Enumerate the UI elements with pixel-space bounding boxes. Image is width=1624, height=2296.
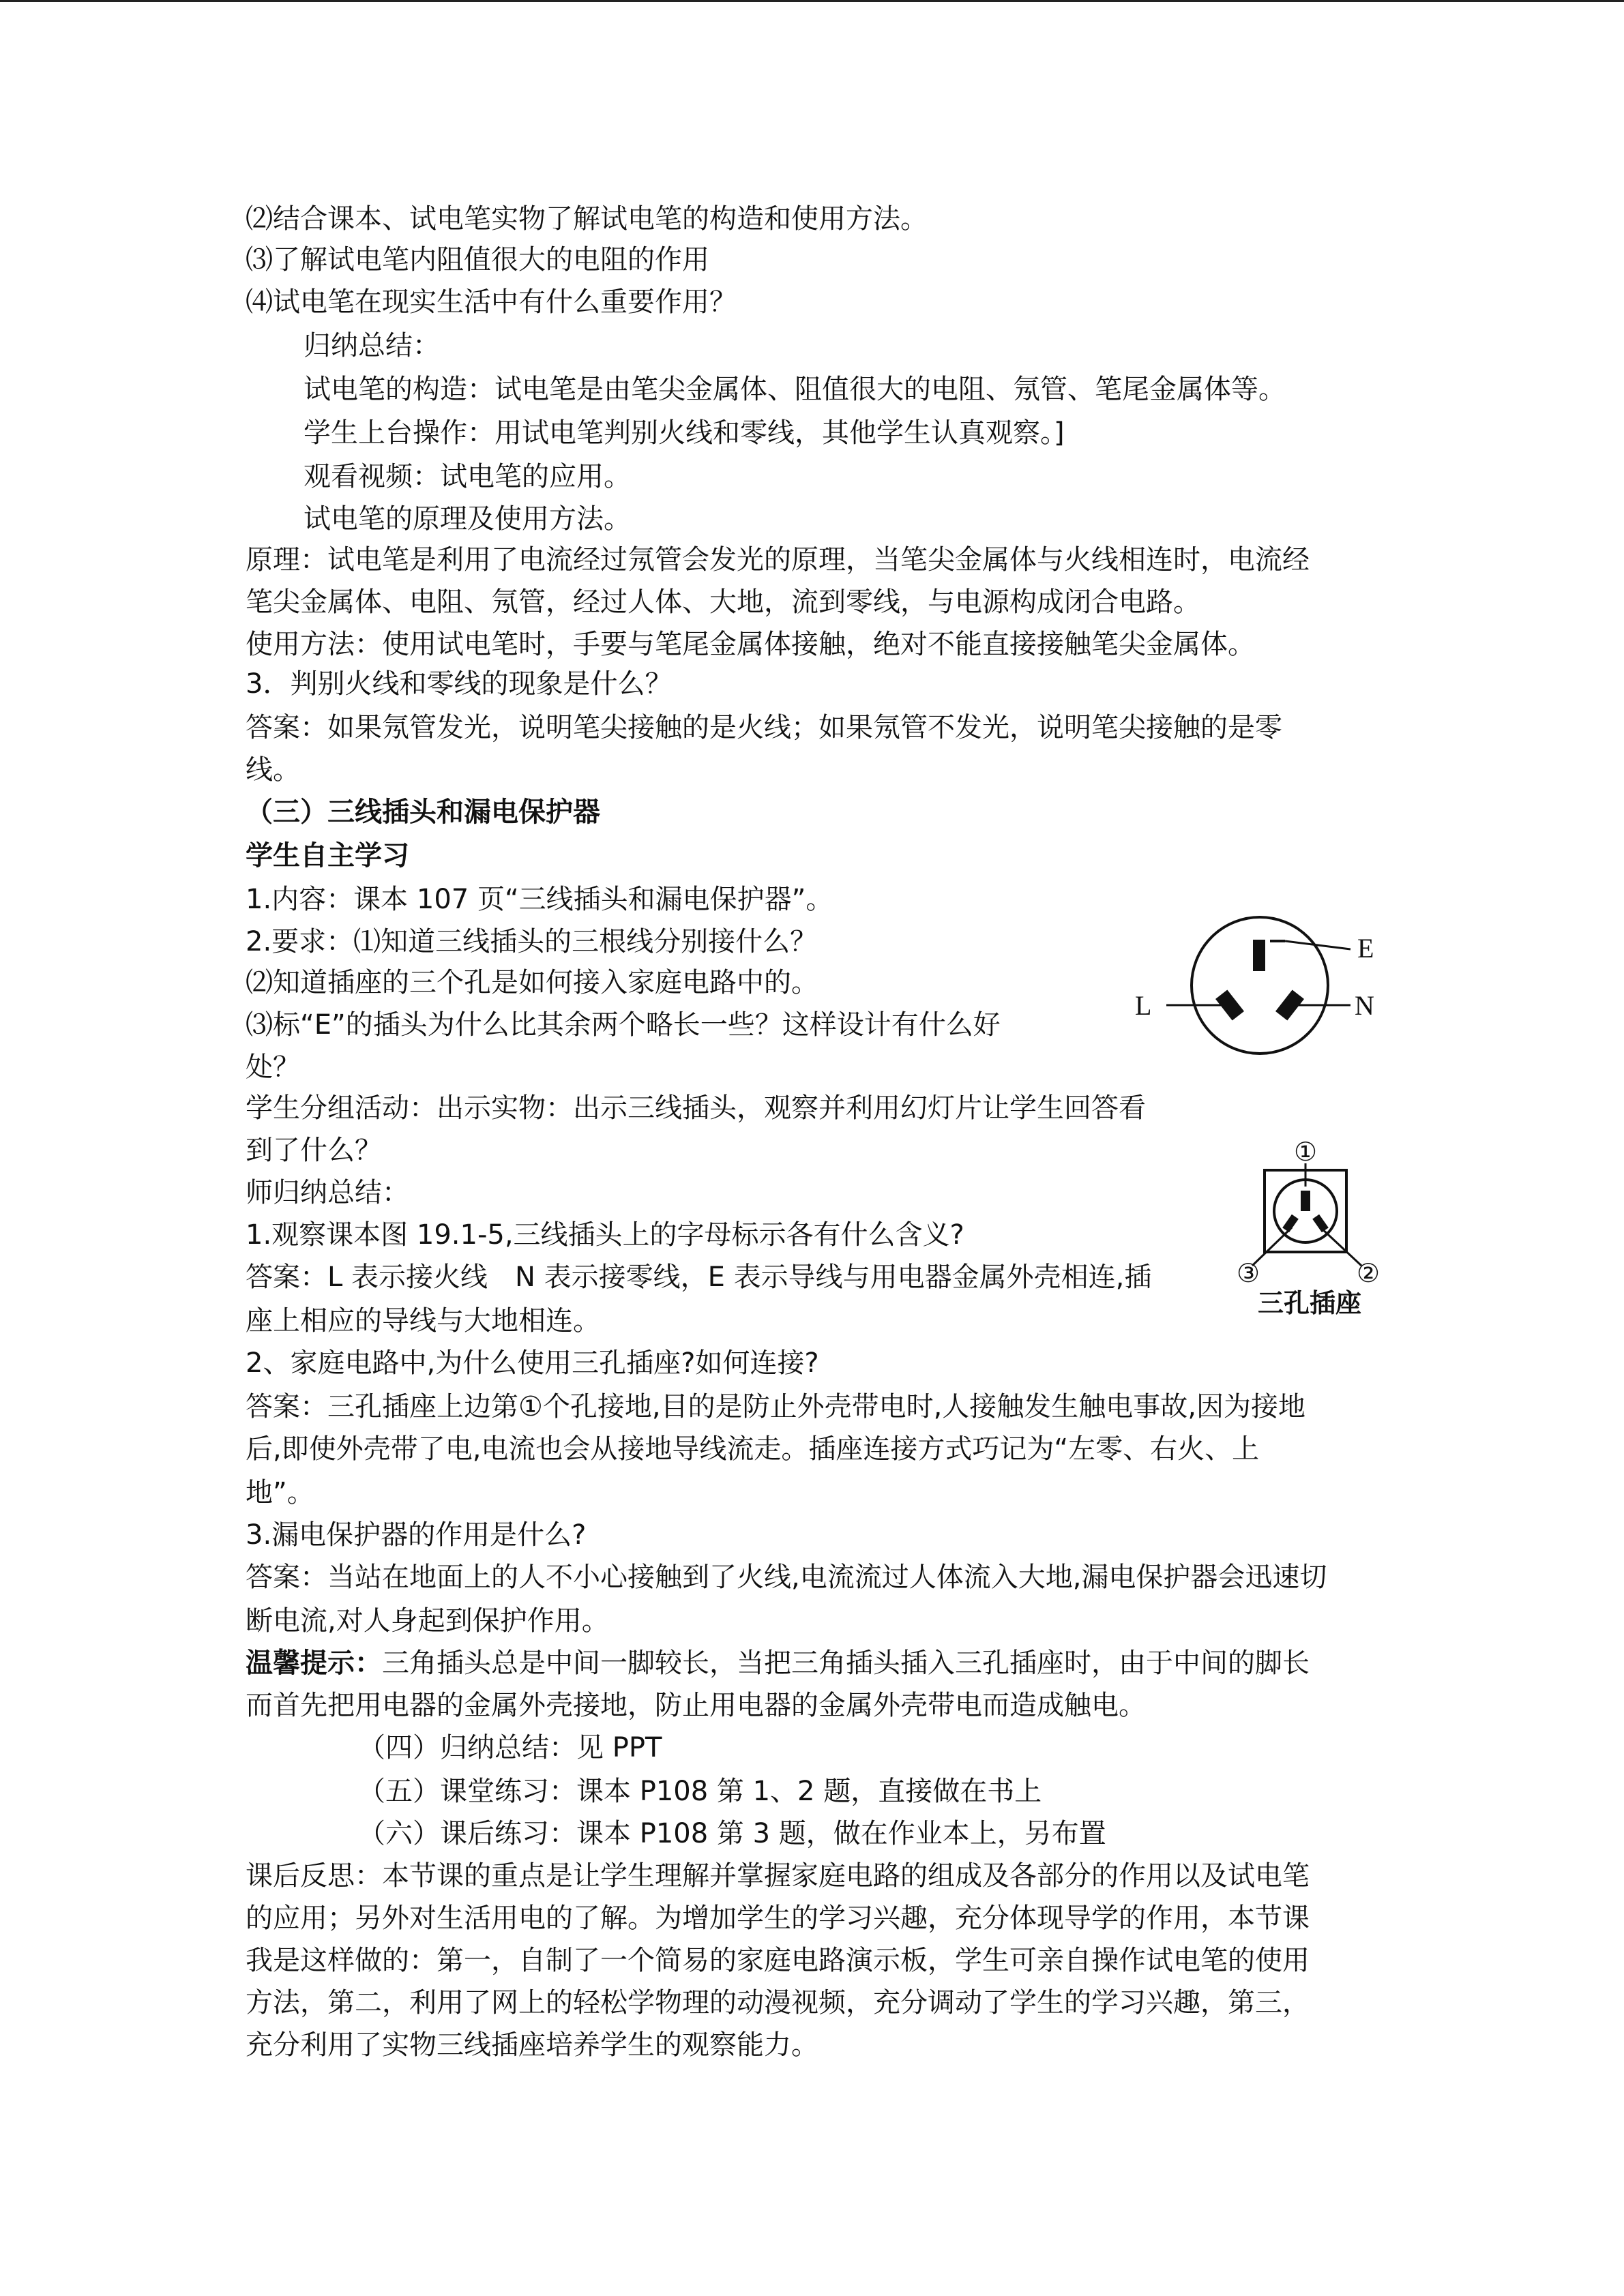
text-line: 归纳总结： xyxy=(304,330,440,361)
text-line: 而首先把用电器的金属外壳接地，防止用电器的金属外壳带电而造成触电。 xyxy=(246,1690,1146,1721)
plug-outline xyxy=(1192,917,1328,1054)
text-line: 答案：三孔插座上边第①个孔接地,目的是防止外壳带电时,人接触发生触电事故,因为接地 xyxy=(246,1391,1306,1422)
socket-label-2: ② xyxy=(1356,1258,1381,1288)
text-line: 答案：当站在地面上的人不小心接触到了火线,电流流过人体流入大地,漏电保护器会迅速切 xyxy=(246,1562,1327,1593)
text-line: 学生分组活动：出示实物：出示三线插头，观察并利用幻灯片让学生回答看 xyxy=(246,1092,1146,1124)
text-line: 试电笔的构造：试电笔是由笔尖金属体、阻值很大的电阻、氖管、笔尾金属体等。 xyxy=(304,374,1286,405)
three-hole-socket-figure xyxy=(1235,1132,1398,1323)
text-line: 方法，第二，利用了网上的轻松学物理的动漫视频，充分调动了学生的学习兴趣，第三， xyxy=(246,1987,1310,2018)
tip-label: 温馨提示： xyxy=(246,1648,382,1679)
text-line: 我是这样做的：第一，自制了一个简易的家庭电路演示板，学生可亲自操作试电笔的使用 xyxy=(246,1945,1310,1976)
three-pin-plug-figure xyxy=(1125,907,1398,1064)
text-line: 学生上台操作：用试电笔判别火线和零线，其他学生认真观察。] xyxy=(304,417,1065,449)
text-line: 3.漏电保护器的作用是什么? xyxy=(246,1519,587,1551)
text-line: （五）课堂练习：课本 P108 第 1、2 题，直接做在书上 xyxy=(358,1776,1042,1807)
text-line: 使用方法：使用试电笔时，手要与笔尾金属体接触，绝对不能直接接触笔尖金属体。 xyxy=(246,629,1255,660)
plug-label-e: E xyxy=(1357,933,1374,964)
text-line: 到了什么？ xyxy=(246,1135,382,1166)
plug-label-l: L xyxy=(1135,990,1152,1021)
socket-caption: 三孔插座 xyxy=(1257,1288,1362,1318)
text-line: 后,即使外壳带了电,电流也会从接地导线流走。插座连接方式巧记为“左零、右火、上 xyxy=(246,1433,1260,1465)
text-line: ⑶标“E”的插头为什么比其余两个略长一些？这样设计有什么好 xyxy=(246,1009,1001,1041)
text-line: 笔尖金属体、电阻、氖管，经过人体、大地，流到零线，与电源构成闭合电路。 xyxy=(246,586,1200,618)
subheading: 学生自主学习 xyxy=(246,840,409,871)
tip-text: 三角插头总是中间一脚较长，当把三角插头插入三孔插座时，由于中间的脚长 xyxy=(382,1648,1310,1679)
text-line: 课后反思：本节课的重点是让学生理解并掌握家庭电路的组成及各部分的作用以及试电笔 xyxy=(246,1860,1310,1892)
text-line: 处？ xyxy=(246,1052,300,1083)
tip-line xyxy=(246,1648,1310,1679)
text-line: 座上相应的导线与大地相连。 xyxy=(246,1305,600,1337)
text-line: 答案：L 表示接火线 N 表示接零线，E 表示导线与用电器金属外壳相连,插 xyxy=(246,1262,1152,1293)
page-top-border xyxy=(0,0,1624,2)
text-line: 线。 xyxy=(246,754,300,786)
plug-pin-top xyxy=(1253,940,1265,971)
section-heading: （三）三线插头和漏电保护器 xyxy=(246,796,600,828)
text-line: 试电笔的原理及使用方法。 xyxy=(304,503,631,535)
text-line: 2.要求：⑴知道三线插头的三根线分别接什么？ xyxy=(246,926,818,957)
socket-label-3: ③ xyxy=(1236,1258,1260,1288)
text-line: 地”。 xyxy=(246,1477,314,1508)
plug-label-n: N xyxy=(1355,990,1374,1021)
text-line: 的应用；另外对生活用电的了解。为增加学生的学习兴趣，充分体现导学的作用，本节课 xyxy=(246,1903,1310,1934)
socket-hole-top xyxy=(1301,1191,1310,1211)
text-line: （四）归纳总结：见 PPT xyxy=(358,1732,662,1763)
text-line: 3．判别火线和零线的现象是什么？ xyxy=(246,668,673,700)
socket-hole-right xyxy=(1312,1214,1329,1233)
text-line: 充分利用了实物三线插座培养学生的观察能力。 xyxy=(246,2029,818,2061)
text-line: ⑵结合课本、试电笔实物了解试电笔的构造和使用方法。 xyxy=(246,203,928,235)
text-line: 2、家庭电路中,为什么使用三孔插座?如何连接? xyxy=(246,1347,819,1379)
text-line: 观看视频：试电笔的应用。 xyxy=(304,461,631,492)
text-line: 原理：试电笔是利用了电流经过氖管会发光的原理，当笔尖金属体与火线相连时，电流经 xyxy=(246,544,1310,576)
text-line: ⑷试电笔在现实生活中有什么重要作用？ xyxy=(246,286,737,318)
text-line: （六）课后练习：课本 P108 第 3 题，做在作业本上，另布置 xyxy=(358,1818,1106,1849)
text-line: ⑵知道插座的三个孔是如何接入家庭电路中的。 xyxy=(246,967,818,998)
text-line: 1.观察课本图 19.1-5,三线插头上的字母标示各有什么含义? xyxy=(246,1219,964,1251)
text-line: 答案：如果氖管发光，说明笔尖接触的是火线；如果氖管不发光，说明笔尖接触的是零 xyxy=(246,712,1282,743)
text-line: 师归纳总结： xyxy=(246,1177,409,1208)
text-line: 1.内容：课本 107 页“三线插头和漏电保护器”。 xyxy=(246,884,833,915)
text-line: 断电流,对人身起到保护作用。 xyxy=(246,1605,609,1637)
text-line: ⑶了解试电笔内阻值很大的电阻的作用 xyxy=(246,244,709,275)
socket-label-1: ① xyxy=(1293,1137,1318,1167)
